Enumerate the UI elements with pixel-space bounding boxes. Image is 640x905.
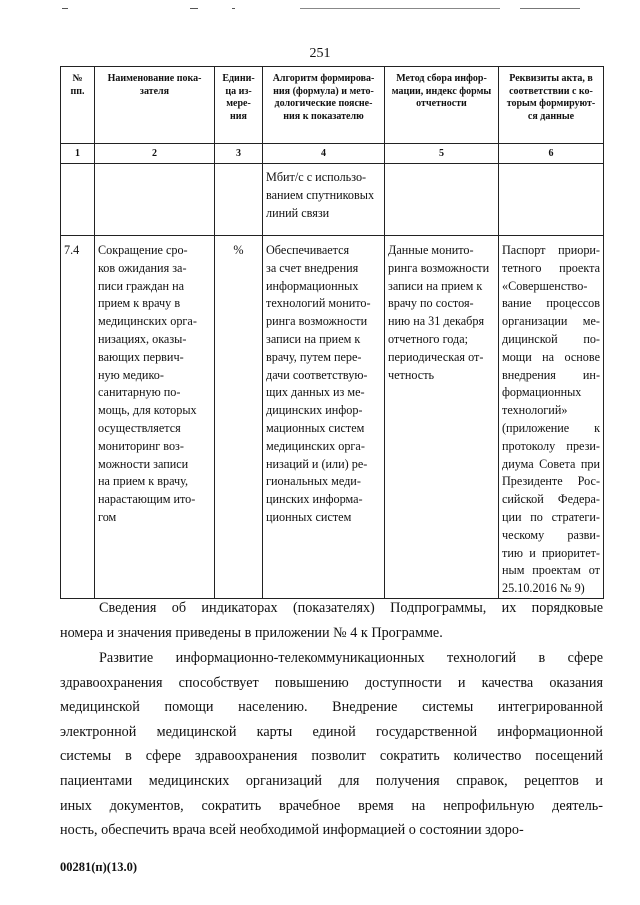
table-cell [95,164,215,236]
cell-text-line: протоколу прези- [502,438,600,453]
table-header-row [61,67,604,144]
cell-text-line: Сокращение сро- [98,243,188,257]
cell-text-line: вающих первич- [98,349,184,364]
scan-artifact [62,8,68,9]
table-cell [61,164,95,236]
cell-text-line: диума Совета при [502,456,600,471]
unit-of-measure: % [215,236,263,599]
header-unit: Едини- ца из- мере- ния [215,67,263,144]
cell-text-line: мощь, для которых [98,403,197,418]
cell-text-line: ную медико- [98,367,164,382]
cell-text-line: организации ме- [502,314,600,329]
cell-text-line: Данные монито- [388,243,474,257]
column-number: 6 [499,144,604,164]
cell-text-line: ционных систем [266,509,352,524]
cell-text-line: тию и приоритет- [502,545,600,560]
table-row-7-4 [61,236,604,599]
cell-text-line: ринга возможности [388,260,490,275]
scan-artifact [300,8,500,9]
paragraph-line: медицинской помощи населению. Внедрение системы интегрированной [60,699,603,716]
cell-text-line: (приложение к [502,420,600,435]
cell-text-line: дачи соответствую- [266,367,368,382]
cell-text-line: гиональных меди- [266,474,361,489]
row-number: 7.4 [61,236,95,599]
algorithm-description [263,236,385,599]
cell-text-line: мониторинг воз- [98,438,184,453]
cell-text-line: тетного проекта [502,260,600,275]
cell-text-line: «Совершенство- [502,278,588,293]
cell-text-line: вание процессов [502,296,600,311]
cell-text-line: записи на прием к [388,278,483,293]
cell-text-line: Президенте Рос- [502,474,600,489]
cell-text-line: за счет внедрения [266,260,359,275]
column-number: 5 [385,144,499,164]
cell-text-line: осуществляется [98,420,181,435]
cell-text-line: сийской Федера- [502,492,600,507]
header-algorithm: Алгоритм формирова- ния (формула) и мето- дологические поясне- ния к показателю [263,67,385,144]
page-number: 251 [309,46,331,61]
cell-text-line: технологий» [502,403,568,418]
cell-text-line: технологий монито- [266,296,371,311]
act-requisites [499,236,604,599]
table-cell [499,164,604,236]
column-number: 1 [61,144,95,164]
column-number-row [61,144,604,164]
cell-text-line: внедрения ин- [502,367,600,382]
cell-text-line: низаций и (или) ре- [266,456,368,471]
cell-text-line: четность [388,367,435,382]
cell-text-line: отчетного года; [388,331,469,346]
paragraph-line: Сведения об индикаторах (показателях) Подпрограммы, их порядковые [99,600,603,616]
table-cell [215,164,263,236]
paragraph-line: ность, обеспечить врача всей необходимой информацией о состоянии здоро- [60,822,524,839]
footer-code: 00281(п)(13.0) [60,860,137,874]
cell-text-line: нию на 31 декабря [388,314,485,329]
cell-text-line: информационных [266,278,359,293]
cell-text-line: врачу, путем пере- [266,349,362,364]
table-cell-algorithm: Мбит/с с использо- ванием спутниковых линий связи [263,164,385,236]
cell-text-line: Обеспечивается [266,243,350,257]
cell-text-line: мационных систем [266,420,365,435]
collection-method [385,236,499,599]
paragraph-ict-development [60,646,603,843]
paragraph-line: иных документов, сократить врачебное время на непрофильную деятель- [60,797,603,814]
column-number: 3 [215,144,263,164]
table-row-continuation [61,164,604,236]
cell-text-line: дицинских инфор- [266,403,363,418]
indicator-name [95,236,215,599]
paragraph-line: здравоохранения способствует повышению доступности и качества оказания [60,674,603,691]
cell-text-line: ции по стратеги- [502,509,600,524]
paragraph-indicators [60,596,603,645]
cell-text-line: медицинских орга- [98,314,197,329]
cell-text-line: низациях, оказы- [98,331,187,346]
cell-text-line: мощи на основе [502,349,600,364]
cell-text-line: цинских информа- [266,492,363,507]
cell-text-line: щих данных из ме- [266,385,365,400]
paragraph-line: Развитие информационно-телекоммуникационных технологий в сфере [99,650,603,666]
paragraph-line: системы в сфере здравоохранения позволит сократить количество посещений [60,748,603,765]
scan-artifact [190,8,198,9]
scan-artifact [232,8,235,9]
cell-text-line: ческому разви- [502,527,600,542]
table-cell [385,164,499,236]
cell-text-line: писи граждан на [98,278,185,293]
cell-text-line: прием к врачу в [98,296,181,311]
indicator-table [60,66,604,599]
cell-text-line: ным проектам от [502,563,600,578]
cell-text-line: 25.10.2016 № 9) [502,581,585,596]
header-act: Реквизиты акта, в соответствии с ко- торым формируют- ся данные [499,67,604,144]
column-number: 4 [263,144,385,164]
cell-text-line: можности записи [98,456,189,471]
cell-text-line: ринга возможности [266,314,368,329]
cell-text-line: гом [98,509,117,524]
column-number: 2 [95,144,215,164]
cell-text-line: нарастающим ито- [98,492,196,507]
paragraph-line: электронной медицинской карты единой государственной информационной [60,723,603,740]
paragraph-line: пациентами медицинских организаций для получения справок, рецептов и [60,772,603,789]
header-name: Наименование пока- зателя [95,67,215,144]
header-num: № пп. [61,67,95,144]
cell-text-line: Паспорт приори- [502,243,600,257]
scan-artifact [520,8,580,9]
cell-text-line: ков ожидания за- [98,260,187,275]
cell-text-line: записи на прием к [266,331,361,346]
header-method: Метод сбора инфор- мации, индекс формы отчетности [385,67,499,144]
cell-text-line: медицинских орга- [266,438,365,453]
cell-text-line: дицинской по- [502,331,600,346]
cell-text-line: периодическая от- [388,349,484,364]
cell-text-line: формационных [502,385,582,400]
cell-text-line: санитарную по- [98,385,181,400]
cell-text-line: врачу по состоя- [388,296,474,311]
paragraph-line: номера и значения приведены в приложении № 4 к Программе. [60,624,443,641]
cell-text-line: на прием к врачу, [98,474,189,489]
